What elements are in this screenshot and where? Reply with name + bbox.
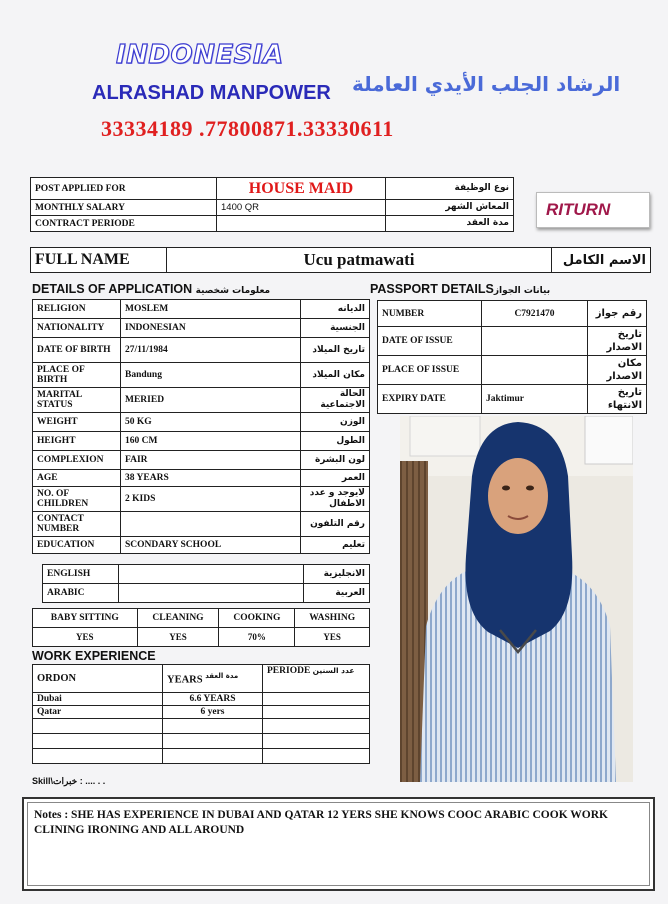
post-label-ar: نوع الوظيفة bbox=[386, 178, 514, 200]
passport-label-ar: مكان الاصدار bbox=[588, 356, 647, 385]
details-row bbox=[33, 512, 370, 537]
brand-phones: 33334189 .77800871.33330611 bbox=[101, 116, 394, 141]
work-period bbox=[263, 719, 370, 734]
work-row bbox=[33, 734, 370, 749]
details-label: NATIONALITY bbox=[33, 319, 121, 338]
details-row bbox=[33, 451, 370, 470]
details-row bbox=[33, 363, 370, 388]
full-name-label-ar: الاسم الكامل bbox=[552, 248, 651, 273]
skill-line: Skill\خبرات : .... . . bbox=[32, 776, 106, 786]
passport-value: Jaktimur bbox=[482, 385, 588, 414]
details-title bbox=[32, 282, 270, 296]
details-label: WEIGHT bbox=[33, 413, 121, 432]
passport-label-ar: رقم جواز bbox=[588, 301, 647, 327]
brand-name: ALRASHAD MANPOWER bbox=[92, 82, 331, 104]
work-row bbox=[33, 693, 370, 706]
language-value bbox=[119, 565, 304, 584]
work-period bbox=[263, 706, 370, 719]
details-label: NO. OF CHILDREN bbox=[33, 487, 121, 512]
work-col-years bbox=[163, 665, 263, 693]
passport-row bbox=[378, 356, 647, 385]
language-label-ar: الانجليزية bbox=[304, 565, 370, 584]
skill-header: CLEANING bbox=[137, 609, 219, 628]
passport-value: C7921470 bbox=[482, 301, 588, 327]
details-row bbox=[33, 319, 370, 338]
language-row bbox=[43, 565, 370, 584]
work-years bbox=[163, 749, 263, 764]
details-label-ar: الجنسية bbox=[301, 319, 370, 338]
work-title: WORK EXPERIENCE bbox=[32, 649, 156, 663]
salary-label-ar: المعاش الشهر bbox=[386, 200, 514, 216]
skill-value: YES bbox=[295, 628, 370, 647]
details-label: DATE OF BIRTH bbox=[33, 338, 121, 363]
language-label-ar: العربية bbox=[304, 584, 370, 603]
post-label: POST APPLIED FOR bbox=[31, 178, 217, 200]
details-row bbox=[33, 388, 370, 413]
contract-label-ar: مدة العقد bbox=[386, 216, 514, 232]
skill-header: BABY SITTING bbox=[33, 609, 138, 628]
work-col-years-en: YEARS bbox=[167, 674, 203, 686]
work-years bbox=[163, 719, 263, 734]
details-label-ar: رقم التلفون bbox=[301, 512, 370, 537]
contract-value bbox=[217, 216, 386, 232]
details-label: MARITAL STATUS bbox=[33, 388, 121, 413]
work-col-years-ar: مدة العقد bbox=[205, 671, 239, 680]
work-col-period-en: PERIODE bbox=[267, 666, 311, 676]
details-row bbox=[33, 487, 370, 512]
full-name-table bbox=[30, 247, 651, 273]
passport-title bbox=[370, 282, 550, 296]
details-label: COMPLEXION bbox=[33, 451, 121, 470]
work-years bbox=[163, 734, 263, 749]
language-label: ENGLISH bbox=[43, 565, 119, 584]
details-label: PLACE OF BIRTH bbox=[33, 363, 121, 388]
details-value: 160 CM bbox=[121, 432, 301, 451]
details-label-ar: العمر bbox=[301, 470, 370, 487]
applicant-photo bbox=[400, 416, 633, 782]
salary-value: 1400 QR bbox=[217, 200, 386, 216]
full-name-label: FULL NAME bbox=[31, 248, 167, 273]
details-label-ar: الحالة الاجتماعية bbox=[301, 388, 370, 413]
details-title-en: DETAILS OF APPLICATION bbox=[32, 282, 193, 296]
work-country: Dubai bbox=[33, 693, 163, 706]
passport-label-ar: تاريخ الانتهاء bbox=[588, 385, 647, 414]
work-country bbox=[33, 734, 163, 749]
passport-label: DATE OF ISSUE bbox=[378, 327, 482, 356]
language-row bbox=[43, 584, 370, 603]
brand-arabic: الرشاد الجلب الأيدي العاملة bbox=[352, 72, 621, 96]
job-table bbox=[30, 177, 514, 232]
skill-value: YES bbox=[137, 628, 219, 647]
details-label-ar: لايوجد و عدد الاطفال bbox=[301, 487, 370, 512]
details-value: 38 YEARS bbox=[121, 470, 301, 487]
details-row bbox=[33, 413, 370, 432]
details-label: RELIGION bbox=[33, 300, 121, 319]
passport-title-en: PASSPORT DETAILS bbox=[370, 282, 494, 296]
languages-table bbox=[42, 564, 370, 603]
work-table bbox=[32, 664, 370, 764]
passport-label: EXPIRY DATE bbox=[378, 385, 482, 414]
passport-value bbox=[482, 327, 588, 356]
work-col-period bbox=[263, 665, 370, 693]
post-value: HOUSE MAID bbox=[217, 178, 386, 200]
work-row bbox=[33, 749, 370, 764]
details-label-ar: تعليم bbox=[301, 537, 370, 554]
details-label: CONTACT NUMBER bbox=[33, 512, 121, 537]
details-label: EDUCATION bbox=[33, 537, 121, 554]
passport-label-ar: تاريخ الاصدار bbox=[588, 327, 647, 356]
work-country: Qatar bbox=[33, 706, 163, 719]
details-row bbox=[33, 300, 370, 319]
work-period bbox=[263, 749, 370, 764]
skill-header: COOKING bbox=[219, 609, 295, 628]
passport-row bbox=[378, 327, 647, 356]
full-name-value: Ucu patmawati bbox=[167, 248, 552, 273]
passport-label: NUMBER bbox=[378, 301, 482, 327]
work-col-country: ORDON bbox=[33, 665, 163, 693]
details-value: 50 KG bbox=[121, 413, 301, 432]
language-value bbox=[119, 584, 304, 603]
details-label-ar: الطول bbox=[301, 432, 370, 451]
passport-table bbox=[377, 300, 647, 414]
work-row bbox=[33, 706, 370, 719]
details-table bbox=[32, 299, 370, 554]
details-value: 27/11/1984 bbox=[121, 338, 301, 363]
passport-value bbox=[482, 356, 588, 385]
work-period bbox=[263, 734, 370, 749]
details-label-ar: لون البشرة bbox=[301, 451, 370, 470]
details-title-ar: معلومات شخصية bbox=[195, 286, 271, 296]
skill-value: YES bbox=[33, 628, 138, 647]
passport-title-ar: بيانات الجواز bbox=[493, 286, 551, 296]
details-label-ar: تاريخ الميلاد bbox=[301, 338, 370, 363]
details-value: INDONESIAN bbox=[121, 319, 301, 338]
language-label: ARABIC bbox=[43, 584, 119, 603]
skill-value: 70% bbox=[219, 628, 295, 647]
details-row bbox=[33, 537, 370, 554]
work-country bbox=[33, 749, 163, 764]
work-period bbox=[263, 693, 370, 706]
notes-text: Notes : SHE HAS EXPERIENCE IN DUBAI AND QATAR 12 YERS SHE KNOWS COOC ARABIC COOK WORK CLINING IRONING AND ALL AROUND bbox=[34, 809, 609, 836]
contract-label: CONTRACT PERIODE bbox=[31, 216, 217, 232]
salary-label: MONTHLY SALARY bbox=[31, 200, 217, 216]
details-value: MERIED bbox=[121, 388, 301, 413]
passport-label: PLACE OF ISSUE bbox=[378, 356, 482, 385]
details-value: MOSLEM bbox=[121, 300, 301, 319]
details-row bbox=[33, 338, 370, 363]
work-row bbox=[33, 719, 370, 734]
details-label-ar: مكان الميلاد bbox=[301, 363, 370, 388]
details-row bbox=[33, 470, 370, 487]
work-country bbox=[33, 719, 163, 734]
passport-row bbox=[378, 301, 647, 327]
brand-country: INDONESIA bbox=[116, 40, 284, 70]
return-button[interactable]: RITURN bbox=[536, 192, 650, 228]
details-value bbox=[121, 512, 301, 537]
details-label-ar: الديانه bbox=[301, 300, 370, 319]
details-label-ar: الوزن bbox=[301, 413, 370, 432]
passport-row bbox=[378, 385, 647, 414]
details-row bbox=[33, 432, 370, 451]
details-label: HEIGHT bbox=[33, 432, 121, 451]
work-col-period-ar: عدد السنين bbox=[312, 666, 355, 675]
skills-table bbox=[32, 608, 370, 647]
details-value: Bandung bbox=[121, 363, 301, 388]
work-years: 6 yers bbox=[163, 706, 263, 719]
notes-box bbox=[22, 797, 655, 891]
details-value: FAIR bbox=[121, 451, 301, 470]
applicant-photo-image bbox=[400, 416, 633, 782]
details-value: SCONDARY SCHOOL bbox=[121, 537, 301, 554]
details-label: AGE bbox=[33, 470, 121, 487]
details-value: 2 KIDS bbox=[121, 487, 301, 512]
work-years: 6.6 YEARS bbox=[163, 693, 263, 706]
skill-header: WASHING bbox=[295, 609, 370, 628]
